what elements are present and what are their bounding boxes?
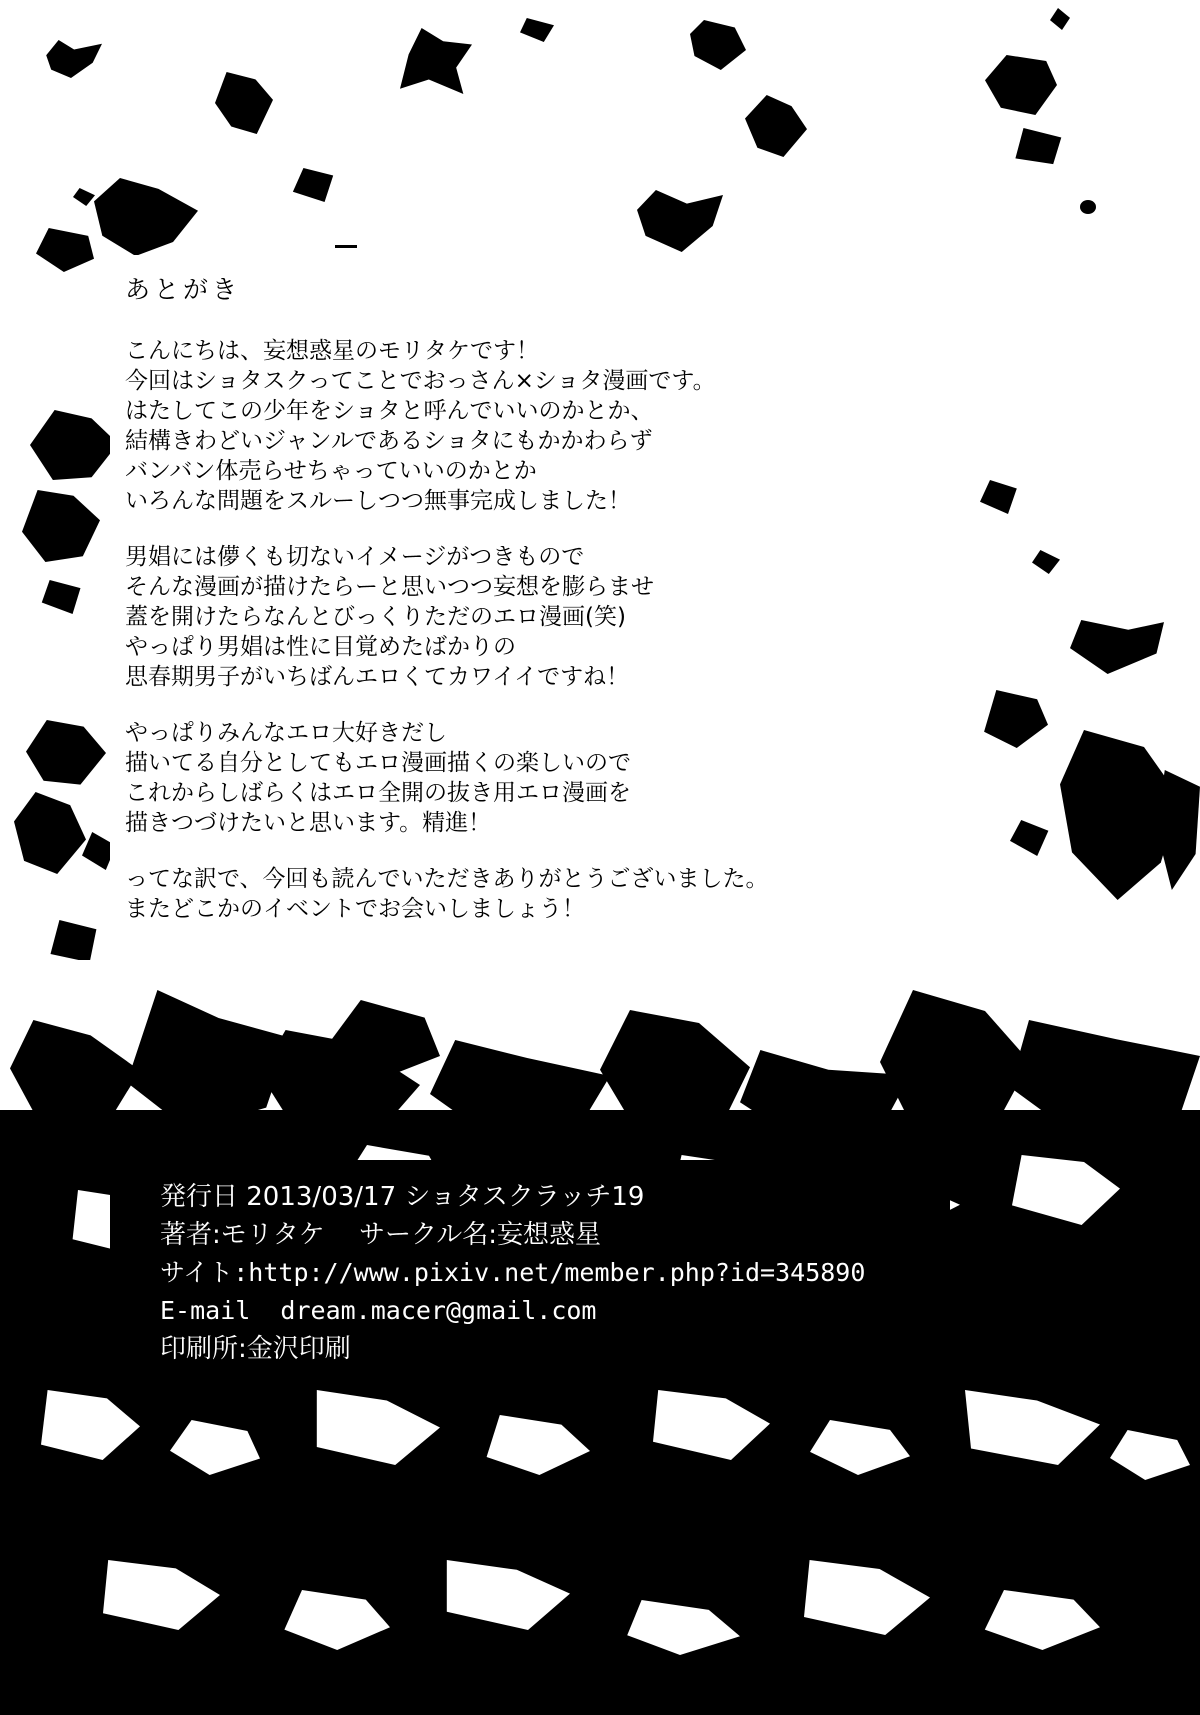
afterword-line: こんにちは、妄想惑星のモリタケです！ bbox=[125, 338, 539, 364]
afterword-line: やっぱりみんなエロ大好きだし bbox=[125, 720, 447, 746]
colophon-publish-date: 発行日 2013/03/17 ショタスクラッチ19 bbox=[160, 1182, 645, 1212]
afterword-block bbox=[125, 270, 995, 924]
afterword-paragraph-3 bbox=[125, 718, 995, 838]
afterword-line: 蓋を開けたらなんとびっくりただのエロ漫画(笑) bbox=[125, 604, 626, 630]
afterword-paragraph-1 bbox=[125, 336, 995, 516]
afterword-line: 描きつづけたいと思います。精進！ bbox=[125, 810, 492, 836]
colophon-site-url[interactable]: サイト:http://www.pixiv.net/member.php?id=345890 bbox=[160, 1258, 866, 1287]
afterword-line: 男娼には儚くも切ないイメージがつきもので bbox=[125, 544, 585, 570]
afterword-line: 今回はショタスクってことでおっさん×ショタ漫画です。 bbox=[125, 368, 716, 394]
colophon-printer: 印刷所:金沢印刷 bbox=[160, 1334, 351, 1364]
afterword-line: 思春期男子がいちばんエロくてカワイイですね！ bbox=[125, 664, 630, 690]
afterword-line: これからしばらくはエロ全開の抜き用エロ漫画を bbox=[125, 780, 631, 806]
afterword-paragraph-2 bbox=[125, 542, 995, 692]
afterword-line: またどこかのイベントでお会いしましょう！ bbox=[125, 896, 585, 922]
afterword-line: ってな訳で、今回も読んでいただきありがとうございました。 bbox=[125, 866, 769, 892]
afterword-line: いろんな問題をスルーしつつ無事完成しました！ bbox=[125, 488, 631, 514]
afterword-paragraph-4 bbox=[125, 864, 995, 924]
afterword-line: 描いてる自分としてもエロ漫画描くの楽しいので bbox=[125, 750, 631, 776]
afterword-heading: あとがき bbox=[125, 275, 242, 304]
afterword-line: バンバン体売らせちゃっていいのかとか bbox=[125, 458, 537, 484]
afterword-line: そんな漫画が描けたらーと思いつつ妄想を膨らませ bbox=[125, 574, 654, 600]
colophon-block bbox=[110, 1160, 950, 1375]
colophon-email[interactable]: E-mail dream.macer@gmail.com bbox=[160, 1296, 597, 1325]
afterword-line: やっぱり男娼は性に目覚めたばかりの bbox=[125, 634, 516, 660]
afterword-line: 結構きわどいジャンルであるショタにもかかわらず bbox=[125, 428, 653, 454]
ink-splatter-right bbox=[960, 440, 1200, 1000]
colophon-author: 著者:モリタケ サークル名:妄想惑星 bbox=[160, 1220, 602, 1250]
afterword-line: はたしてこの少年をショタと呼んでいいのかとか、 bbox=[125, 398, 654, 424]
decor-dash bbox=[335, 245, 357, 248]
